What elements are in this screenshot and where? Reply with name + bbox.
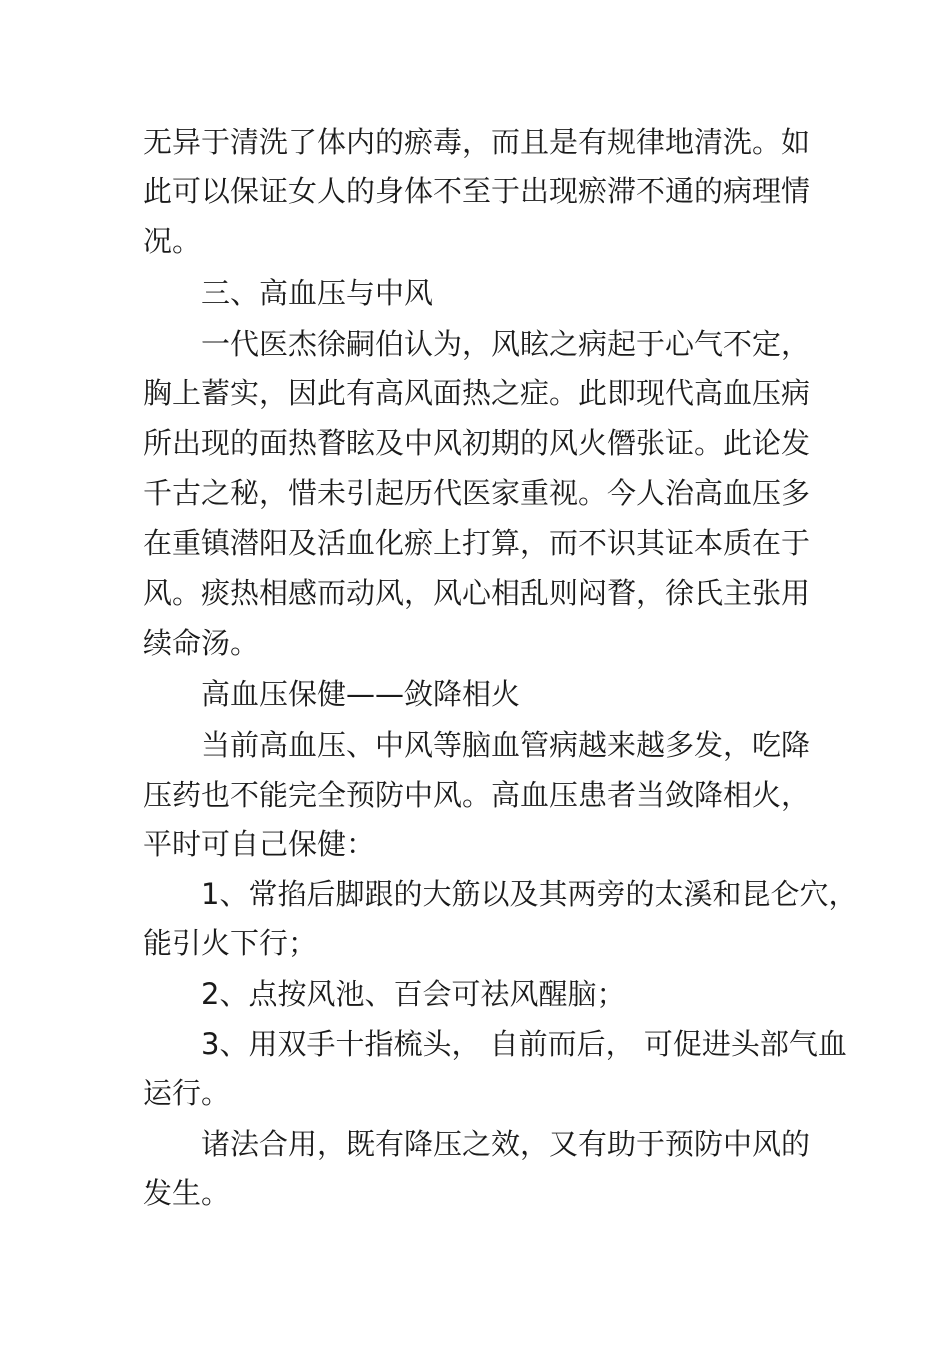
text-line: 胸上蓄实，因此有高风面热之症。此即现代高血压病 <box>143 376 811 410</box>
text-line: 一代医杰徐嗣伯认为，风眩之病起于心气不定， <box>201 327 811 361</box>
text-line: 平时可自己保健： <box>143 827 376 861</box>
text-line: 当前高血压、中风等脑血管病越来越多发，吃降 <box>201 728 811 762</box>
text-line: 风。痰热相感而动风，风心相乱则闷瞀，徐氏主张用 <box>143 576 811 610</box>
text-line: 在重镇潜阳及活血化瘀上打算，而不识其证本质在于 <box>143 526 811 560</box>
text-line: 况。 <box>143 224 202 258</box>
text-line: 发生。 <box>143 1176 231 1210</box>
text-line: 所出现的面热瞀眩及中风初期的风火僭张证。此论发 <box>143 426 811 460</box>
text-line: 能引火下行； <box>143 926 318 960</box>
section-heading: 高血压保健——敛降相火 <box>201 677 521 711</box>
list-item: 1、常掐后脚跟的大筋以及其两旁的太溪和昆仑穴， <box>201 877 858 911</box>
text-line: 诸法合用，既有降压之效，又有助于预防中风的 <box>201 1127 811 1161</box>
text-line: 无异于清洗了体内的瘀毒，而且是有规律地清洗。如 <box>143 125 811 159</box>
text-line: 千古之秘，惜未引起历代医家重视。今人治高血压多 <box>143 476 811 510</box>
text-line: 压药也不能完全预防中风。高血压患者当敛降相火， <box>143 778 811 812</box>
text-line: 此可以保证女人的身体不至于出现瘀滞不通的病理情 <box>143 174 811 208</box>
section-heading: 三、高血压与中风 <box>201 276 434 310</box>
list-item: 2、点按风池、百会可祛风醒脑； <box>201 977 626 1011</box>
text-line: 续命汤。 <box>143 626 260 660</box>
list-item: 3、用双手十指梳头， 自前而后， 可促进头部气血 <box>201 1027 847 1061</box>
text-line: 运行。 <box>143 1076 231 1110</box>
